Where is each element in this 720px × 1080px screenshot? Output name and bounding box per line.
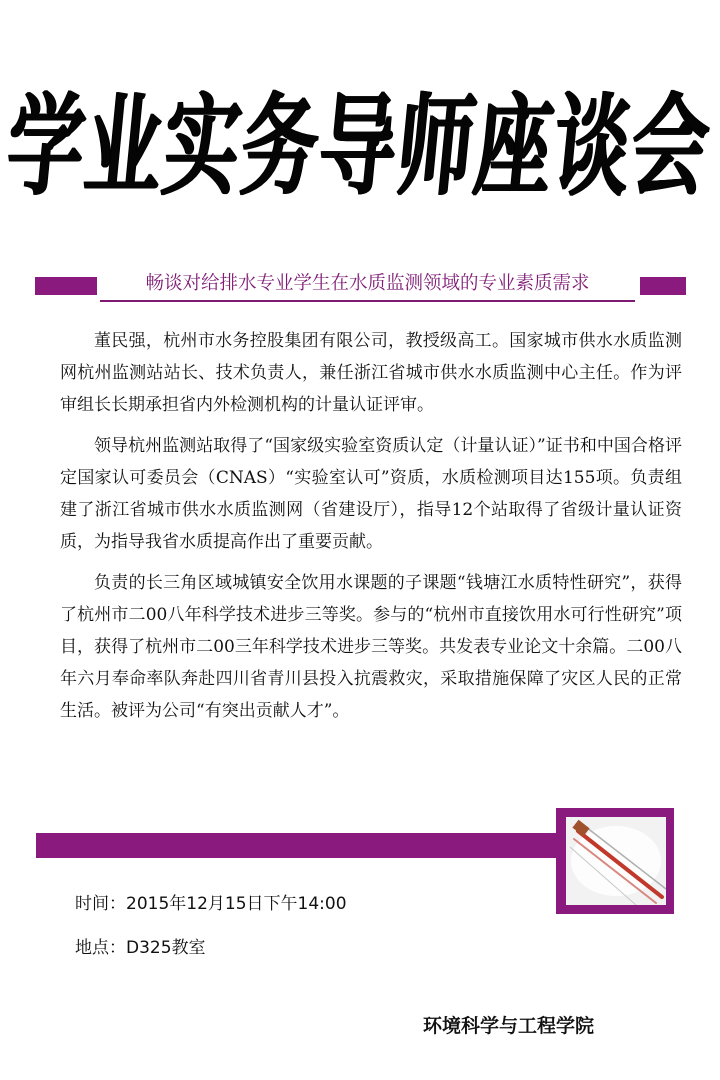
subtitle-underline bbox=[100, 300, 635, 302]
poster-title: 学业实务导师座谈会 bbox=[1, 81, 717, 211]
subtitle-bar-right bbox=[640, 277, 686, 295]
pen-photo bbox=[566, 817, 666, 905]
poster-title-block bbox=[0, 62, 720, 212]
decorative-band bbox=[36, 833, 596, 858]
bio-paragraph-2: 领导杭州监测站取得了“国家级实验室资质认定（计量认证）”证书和中国合格评定国家认可委员会（CNAS）“实验室认可”资质，水质检测项目达155项。负责组建了浙江省城市供水水质监测网（省建设厅），指导12个站取得了省级计量认证资质，为指导我省水质提高作出了重要贡献。 bbox=[60, 436, 682, 552]
speaker-bio bbox=[60, 325, 682, 736]
poster-subtitle: 畅谈对给排水专业学生在水质监测领域的专业素质需求 bbox=[145, 273, 590, 294]
subtitle-bar-left bbox=[35, 277, 97, 295]
bio-paragraph-3: 负责的长三角区域城镇安全饮用水课题的子课题“钱塘江水质特性研究”，获得了杭州市二00八年科学技术进步三等奖。参与的“杭州市直接饮用水可行性研究”项目，获得了杭州市二00三年科学技术进步三等奖。共发表专业论文十余篇。二00八年六月奉命率队奔赴四川省青川县投入抗震救灾，采取措施保障了灾区人民的正常生活。被评为公司“有突出贡献人才”。 bbox=[60, 573, 682, 721]
event-place: 地点：D325教室 bbox=[75, 938, 206, 958]
bio-paragraph-1: 董民强，杭州市水务控股集团有限公司，教授级高工。国家城市供水水质监测网杭州监测站站长、技术负责人，兼任浙江省城市供水水质监测中心主任。作为评审组长长期承担省内外检测机构的计量认证评审。 bbox=[60, 331, 682, 415]
pen-illustration bbox=[566, 817, 666, 905]
event-time: 时间：2015年12月15日下午14:00 bbox=[75, 894, 347, 914]
organizer-name: 环境科学与工程学院 bbox=[423, 1015, 595, 1037]
